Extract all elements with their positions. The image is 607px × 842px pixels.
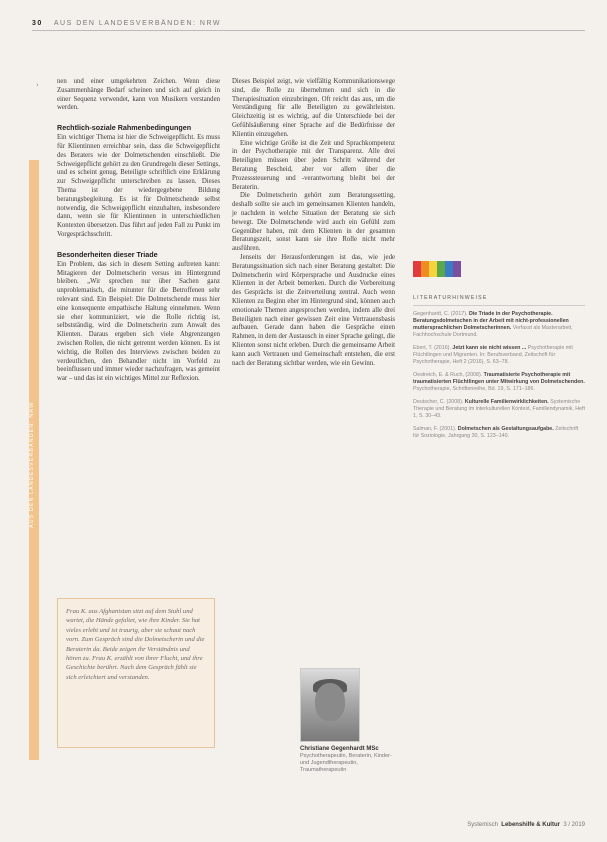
- ref-title: Jetzt kann sie nicht wissen ...: [452, 345, 527, 351]
- paragraph-herausforderungen: Jenseits der Herausforderungen ist das, wie jede Beratungssituation sich nach einer Beratung gestaltet: Die Dolmetscherin wird Körpersprache und Ausdrucke eines Klienten in der Arbeit bemerken. Durch die Vorbereitung des Gesprächs ist die Zeitverteilung zentral. Auch wenn Klienten zu Beginn eher im Hintergrund sind, können auch emotionale Themen angesprochen werden, indem alle drei Beteiligten nach einer gewissen Zeit eine Vertrauensbasis aufbauen. Gerade dann haben die Gespräche einen Rahmen, in dem der Austausch in einer Sprache gelingt, die Klienten sonst nicht erleben. Durch die gemeinsame Arbeit kann auch Vertrauen und Gemeinschaft entstehen, die erst nach der Beratung sichtbar werden, wie ein Gewinn.: [232, 253, 395, 367]
- author-photo: [300, 668, 360, 742]
- paragraph-triade: Ein Problem, das sich in diesem Setting auftreten kann: Mitagieren der Dolmetscherin versus im Hintergrund bleiben. „Wir sprechen nur über Sachen ganz unproblematisch, die mitunter für die Betroffenen sehr relevant sind. Ein Beispiel: Die Dolmetschende muss hier eine konsequente empathische Haltung einnehmen. Wenn sie eher kommuniziert, wie die Rolle richtig ist, selbstständig, wird die Dolmetscherin zum Anwalt des Klienten. Daraus ergeben sich viele Abgrenzungen zwischen Rollen, die nicht getrennt werden können. Es ist wichtig, die Rollen des Interviews zwischen beiden zu verdeutlichen, den Behandler nicht im Vorfeld zu beeinflussen und immer wieder nachzufragen, was gemeint war – und das ist ein wichtiges Mittel zur Reflexion.: [57, 260, 220, 383]
- ref-title: Dolmetschen als Gestaltungsaufgabe.: [457, 426, 554, 432]
- footer-issue: Lebenshilfe & Kultur: [501, 822, 560, 828]
- logo-swatch: [429, 261, 437, 277]
- literature-item: [413, 372, 585, 393]
- intro-paragraph: nen und einer umgekehrten Zeichen. Wenn diese Zusammenhänge Bedarf scheinen und sich auf gleich in einer Sequenz verwendet, kann von Musikern verstanden werden.: [57, 78, 220, 112]
- side-label: AUS DEN LANDESVERBÄNDEN: NRW: [29, 401, 35, 529]
- ref-detail: Systemische Therapie und Beratung im interkulturellen Kontext, Familiendynamik, Heft 1, S. 30–43.: [413, 399, 585, 419]
- ref-detail: Psychotherapie, Schriftenreihe, Bd. 19, S. 171–186.: [413, 386, 535, 392]
- section-title: AUS DEN LANDESVERBÄNDEN: NRW: [53, 20, 221, 27]
- ref-detail: Verfasst als Masterarbeit, Fachhochschule Dortmund.: [413, 325, 573, 338]
- paragraph-beispiel: Dieses Beispiel zeigt, wie vielfältig Kommunikationswege sind, die Rolle zu übernehmen und sich in die Therapiesituation einzubringen. Oft reicht das aus, um die Verständigung für alle Beteiligten zu gewährleisten. Gleichzeitig ist es wichtig, auf die Unterschiede bei der Gefühlsäußerung einer Sprache auf die Bedürfnisse der Klientin einzugehen.: [232, 78, 395, 138]
- paragraph-schweigepflicht: Ein wichtiger Thema ist hier die Schweigepflicht. Es muss für Klientinnen erreichbar sein, dass die Schweigepflicht des Beraters wie der Dolmetschenden einschließt. Die Schweigepflicht gehört zu den Grundregeln dieser Settings, und es scheint genug, Beteiligte schriftlich eine Erklärung zur Schweigepflicht unterschreiben zu lassen. Dieses Thema ist der wiedergegebene Bildung beratungsbegleitung. Es ist für Dolmetschende selbst notwendig, die Schweigepflicht einzuhalten, insbesondere dann, wenn sie für Klientinnen in unterschiedlichen Kontexten übersetzen. Das führt auf jeden Fall zu Punkt im Vorgesprächsschritt.: [57, 134, 220, 238]
- ref-detail: Zeitschrift für Soziologie, Jahrgang 30, S. 123–140.: [413, 426, 579, 439]
- ref-author: Deutscher, C. (2008).: [413, 399, 464, 405]
- literature-item: [413, 311, 585, 339]
- footer-magazine: Systemisch: [467, 822, 498, 828]
- footer-page: 3 / 2019: [563, 822, 585, 828]
- author-face: [315, 683, 345, 721]
- literature-item: [413, 399, 585, 420]
- pull-quote: Frau K. aus Afghanistan sitzt auf dem Stuhl und wartet, die Hände gefaltet, wie ihre Kinder. Sie hat vieles erlebt und ist traurig, aber sie schaut nach vorn. Zum Gespräch sind die Dolmetscherin und die Beraterin da. Beide zeigen ihr Verständnis und hören zu. Frau K. erzählt von ihrer Flucht, und ihre Geschichte berührt. Nach dem Gespräch fühlt sie sich erleichtert und verstanden.: [57, 598, 215, 748]
- ref-detail: Psychotherapie mit Flüchtlingen und Migranten. In: Berufsverband, Zeitschrift für Psychotherapie, Heft 2 (2016), S. 63–78.: [413, 345, 573, 365]
- column-middle: [232, 78, 395, 368]
- heading-triade: Besonderheiten dieser Triade: [57, 249, 158, 259]
- continue-marker: ›: [36, 80, 39, 89]
- heading-rahmenbedingungen: Rechtlich-soziale Rahmenbedingungen: [57, 123, 192, 133]
- ref-author: Gegenhardt, C. (2017).: [413, 311, 468, 317]
- logo-swatch: [437, 261, 445, 277]
- author-role: Psychotherapeutin, Beraterin, Kinder- und Jugendtherapeutin, Traumatherapeutin: [300, 753, 392, 773]
- literature-box: [413, 295, 585, 446]
- page-header: [32, 20, 221, 27]
- literature-heading: LITERATURHINWEISE: [413, 295, 585, 306]
- literature-item: [413, 345, 585, 366]
- author-caption: [300, 746, 400, 774]
- page-number: 30: [32, 20, 43, 27]
- logo-swatch: [413, 261, 421, 277]
- ref-title: Traumatisierte Psychotherapie mit traumatisierten Flüchtlingen unter Mitwirkung von Dolmetschenden.: [413, 372, 585, 385]
- author-name: Christiane Gegenhardt MSc: [300, 746, 379, 752]
- literature-list: [413, 311, 585, 440]
- color-logo: [413, 261, 461, 277]
- logo-swatch: [453, 261, 461, 277]
- ref-title: Die Triade in der Psychotherapie. Beratungsdolmetschen in der Arbeit mit nicht-professionellen muttersprachlichen Dolmetscherinnen.: [413, 311, 569, 331]
- ref-author: Salman, F. (2001).: [413, 426, 457, 432]
- column-left: [57, 78, 220, 384]
- logo-swatch: [421, 261, 429, 277]
- paragraph-transparenz: Eine wichtige Größe ist die Zeit und Sprachkompetenz in der Psychotherapie mit der Transparenz. Alle drei Beteiligten müssen über jeden Schritt während der Beratung Bescheid, aber vor allem über die Prozesssteuerung und -verantwortung bleibt bei der Beraterin.: [232, 139, 395, 191]
- ref-title: Kulturelle Familienwirklichkeiten.: [464, 399, 549, 405]
- ref-author: Oestreich, E. & Ruch, (2008).: [413, 372, 483, 378]
- header-rule: [32, 30, 585, 31]
- logo-swatch: [445, 261, 453, 277]
- page-footer: [467, 822, 585, 828]
- literature-item: [413, 426, 585, 440]
- paragraph-setting: Die Dolmetscherin gehört zum Beratungssetting, deshalb sollte sie auch im gemeinsamen Klienten handeln, je nachdem in welche Situation der Beratung sie sich bewegt. Die Dolmetschende wird auch ein Gefühl zum Gegenüber haben, mit dem Klienten in der gesamten Beratungszeit, sonst kann sie ihre Rolle nicht mehr ausführen.: [232, 192, 395, 253]
- ref-author: Ebert, T. (2016).: [413, 345, 451, 351]
